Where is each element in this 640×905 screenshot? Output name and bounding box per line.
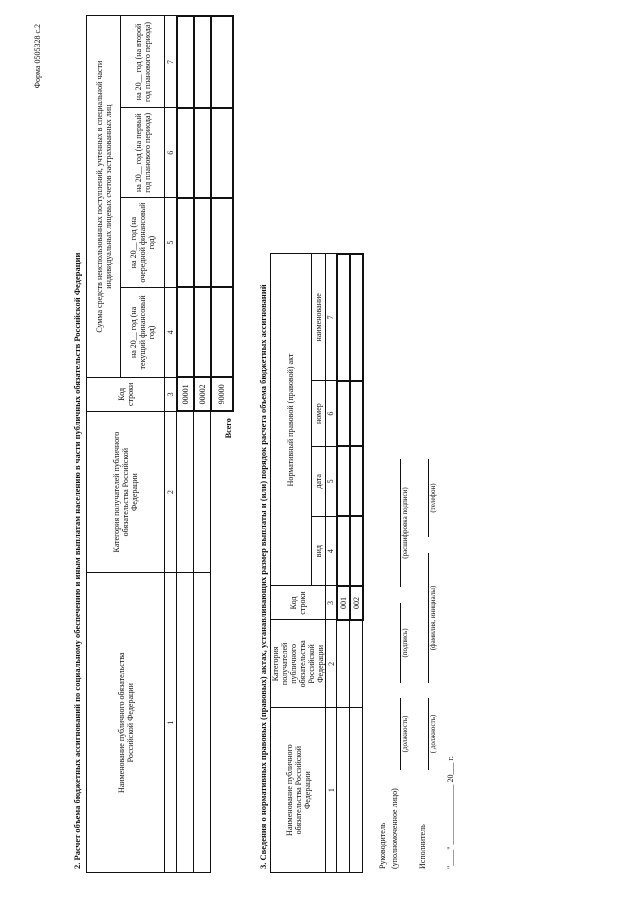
s2-header-y2: на 20__ год (на очередной финансовый год): [121, 198, 165, 288]
s3-header-act-group: Нормативный правовой (правовой) акт: [271, 254, 312, 586]
cap-phone: (телефон): [429, 483, 437, 513]
s2-col-numbers-row: 1 2 3 4 5 6 7: [165, 16, 177, 873]
cap-decoding: (расшифровка подписи): [401, 487, 409, 559]
section3-table: [270, 253, 364, 873]
s2-header-category: Категория получателей публичного обязательства Российской Федерации: [87, 411, 165, 573]
s2-header-code: Код строки: [87, 377, 165, 411]
head-sub-label: (уполномоченное лицо): [390, 788, 399, 869]
s2-header-y4: на 20__ год (на второй год планового периода): [121, 16, 165, 108]
s3-header-name: Наименование публичного обязательства Российской Федерации: [271, 708, 326, 873]
executor-label: Исполнитель: [418, 824, 427, 869]
s2-header-name: Наименование публичного обязательства Российской Федерации: [87, 573, 165, 873]
s3-header-title: наименование: [311, 254, 325, 381]
s3-header-code: Код строки: [271, 586, 326, 620]
section3-title: 3. Сведения о нормативных правовых (правовых) актах, устанавливающих размер выплаты и (или) порядок расчета объема бюджетных ассигнований: [258, 284, 268, 869]
s2-header-y1: на 20__ год (на текущий финансовый год): [121, 288, 165, 378]
s2-header-sum-group: Сумма средств неиспользованных поступлений, учтенных в специальной части индивидуальных лицевых счетов застрахованных лиц: [87, 16, 121, 377]
table-row: 001: [337, 254, 350, 873]
s3-header-category: Категория получателей публичного обязательства Российской Федерации: [271, 620, 326, 708]
form-code: Форма 0505328 с.2: [33, 24, 42, 89]
section2-table: [86, 15, 234, 873]
s3-col-numbers-row: 1 2 3 4 5 6 7: [326, 254, 337, 873]
s3-header-kind: вид: [311, 516, 325, 586]
s2-header-y3: на 20__ год (на первый год планового периода): [121, 108, 165, 198]
s3-header-date: дата: [311, 447, 325, 517]
table-row: 002: [350, 254, 363, 873]
date-line: "____" _______________ 20___ г.: [446, 756, 455, 869]
section2-title: 2. Расчет объема бюджетных ассигнований по социальному обеспечению и иным выплатам населению в части публичных обязательств Российской Федерации: [72, 252, 82, 869]
cap-position: (должность): [401, 715, 409, 753]
table-row: 00001: [177, 16, 194, 873]
table-row: 00002: [194, 16, 211, 873]
cap-fio: (фамилия, инициалы): [429, 585, 437, 651]
table-row: Всего 90000: [211, 16, 233, 873]
cap-signature: (подпись): [401, 628, 409, 658]
cap-position2: ( должность): [429, 714, 437, 754]
s2-total-label: Всего: [223, 418, 233, 439]
head-label: Руководитель: [378, 822, 387, 869]
s3-header-number: номер: [311, 381, 325, 447]
